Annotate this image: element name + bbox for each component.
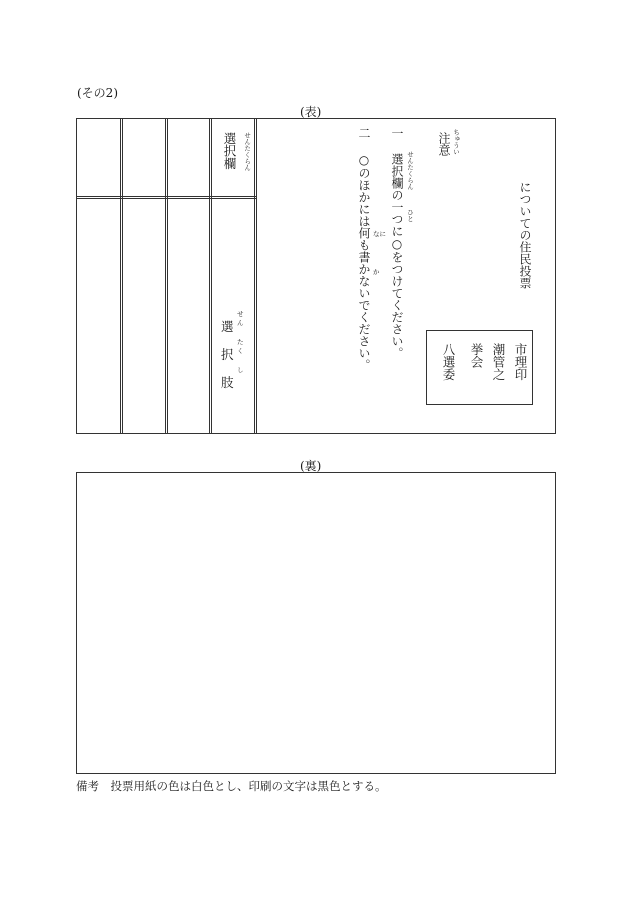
instruction-1	[390, 127, 404, 359]
choice-ruby: せん	[237, 310, 244, 327]
column-divider	[209, 119, 212, 433]
instruction-1-before: 選択欄	[390, 153, 404, 189]
seal-column: 潮管之	[491, 343, 506, 381]
ballot-back	[76, 472, 556, 774]
instruction-2-before: ○のほかには何	[357, 153, 371, 239]
back-label: (裏)	[300, 459, 322, 473]
seal-column: 挙会	[469, 343, 484, 368]
instruction-2-number: 二	[357, 127, 371, 139]
seal-column: 八選委	[441, 343, 456, 381]
choice-ruby: し	[237, 366, 244, 374]
caution-label: 注意	[437, 132, 451, 156]
election-committee-seal	[426, 330, 533, 405]
choice-char: 肢	[221, 375, 234, 390]
column-divider	[254, 119, 257, 433]
instruction-1-after: に○をつけてください。	[390, 225, 404, 359]
seal-column: 市理印	[513, 343, 528, 381]
row-divider	[77, 196, 257, 199]
selection-column-header	[220, 132, 252, 171]
instruction-1-number: 一	[390, 127, 404, 139]
instruction-1-ruby: ひと	[406, 209, 414, 222]
ballot-title: についての住民投票	[518, 181, 532, 289]
choice-char: 選	[221, 319, 234, 334]
page-label: (その2)	[77, 86, 118, 100]
column-divider	[165, 119, 168, 433]
selection-column-label: 選択欄	[222, 132, 237, 170]
selection-column-ruby: せんたくらん	[243, 132, 252, 171]
instruction-2-after: かないでください。	[357, 263, 371, 371]
instruction-2-middle: も書	[357, 239, 371, 263]
column-divider	[120, 119, 123, 433]
instruction-2	[357, 127, 371, 371]
instruction-2-ruby: なに	[373, 230, 386, 238]
caution-ruby: ちゅうい	[452, 129, 460, 155]
remarks-note: 備考 投票用紙の色は白色とし、印刷の文字は黒色とする。	[76, 779, 387, 793]
choice-char: 択	[221, 347, 234, 362]
choice-ruby: たく	[237, 338, 244, 355]
instruction-1-middle: の一つ	[390, 189, 404, 225]
instruction-2-ruby: か	[373, 268, 380, 276]
ballot-front	[76, 118, 556, 434]
front-label: (表)	[300, 105, 322, 119]
instruction-1-ruby: せんたくらん	[406, 151, 414, 190]
